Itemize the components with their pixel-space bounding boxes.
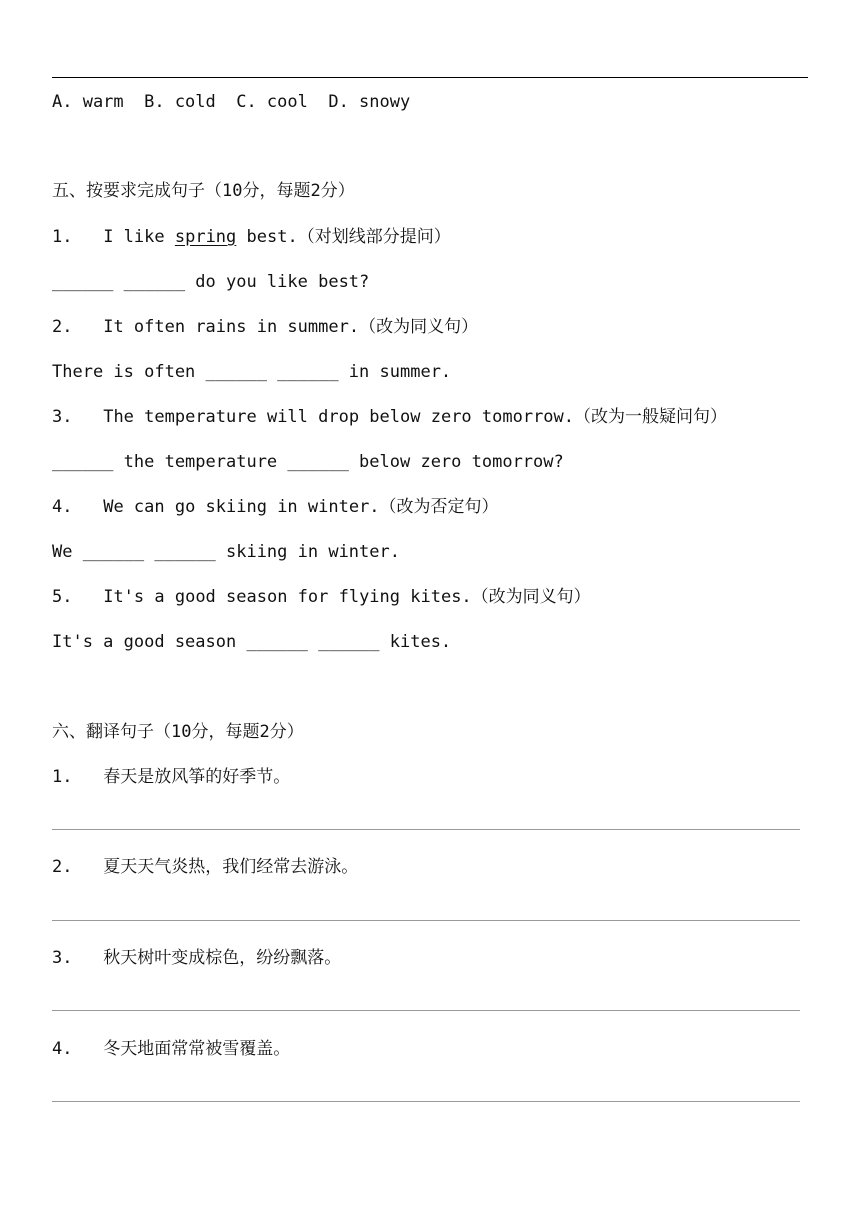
s6-item-1-num: 1.	[52, 767, 73, 787]
s5-q2	[52, 316, 478, 338]
s6-item-3-num: 3.	[52, 948, 73, 968]
s5-q4-answer: We ______ ______ skiing in winter.	[52, 542, 400, 562]
s6-item-4	[52, 1038, 290, 1060]
s6-item-4-text: 冬天地面常常被雪覆盖。	[103, 1039, 291, 1059]
s5-q5-num: 5.	[52, 587, 73, 607]
s6-item-4-num: 4.	[52, 1039, 73, 1059]
s5-q1-num: 1.	[52, 227, 73, 247]
s5-q4-text: We can go skiing in winter.（改为否定句）	[103, 497, 499, 517]
s5-q4-num: 4.	[52, 497, 73, 517]
s5-q3	[52, 406, 727, 428]
s5-q1-underlined: spring	[174, 227, 237, 247]
s5-q2-text: It often rains in summer.（改为同义句）	[103, 317, 479, 337]
s5-q1	[52, 226, 451, 248]
s5-q2-num: 2.	[52, 317, 73, 337]
s5-q1-post: best.（对划线部分提问）	[236, 227, 451, 247]
s5-q3-text: The temperature will drop below zero tomorrow.（改为一般疑问句）	[103, 407, 728, 427]
options-line: A. warm B. cold C. cool D. snowy	[52, 92, 411, 112]
section6-title: 六、翻译句子（10分，每题2分）	[52, 722, 304, 742]
s6-item-2-text: 夏天天气炎热，我们经常去游泳。	[103, 857, 359, 877]
s5-q1-answer: ______ ______ do you like best?	[52, 272, 370, 292]
s5-q4	[52, 496, 499, 518]
s6-item-1-text: 春天是放风筝的好季节。	[103, 767, 291, 787]
s6-answer-line-2[interactable]	[52, 920, 800, 921]
s5-q5-answer: It's a good season ______ ______ kites.	[52, 632, 452, 652]
top-rule	[52, 77, 808, 78]
s5-q5-text: It's a good season for flying kites.（改为同义句）	[103, 587, 591, 607]
s5-q5	[52, 586, 591, 608]
s6-item-1	[52, 766, 290, 788]
section5-title: 五、按要求完成句子（10分，每题2分）	[52, 181, 355, 201]
s6-item-3-text: 秋天树叶变成棕色，纷纷飘落。	[103, 948, 342, 968]
s5-q1-pre: I like	[103, 227, 175, 247]
s6-answer-line-4[interactable]	[52, 1101, 800, 1102]
s6-item-2-num: 2.	[52, 857, 73, 877]
s6-answer-line-3[interactable]	[52, 1010, 800, 1011]
s5-q3-answer: ______ the temperature ______ below zero tomorrow?	[52, 452, 564, 472]
s6-answer-line-1[interactable]	[52, 829, 800, 830]
s6-item-3	[52, 947, 341, 969]
s5-q3-num: 3.	[52, 407, 73, 427]
s6-item-2	[52, 856, 358, 878]
s5-q2-answer: There is often ______ ______ in summer.	[52, 362, 452, 382]
